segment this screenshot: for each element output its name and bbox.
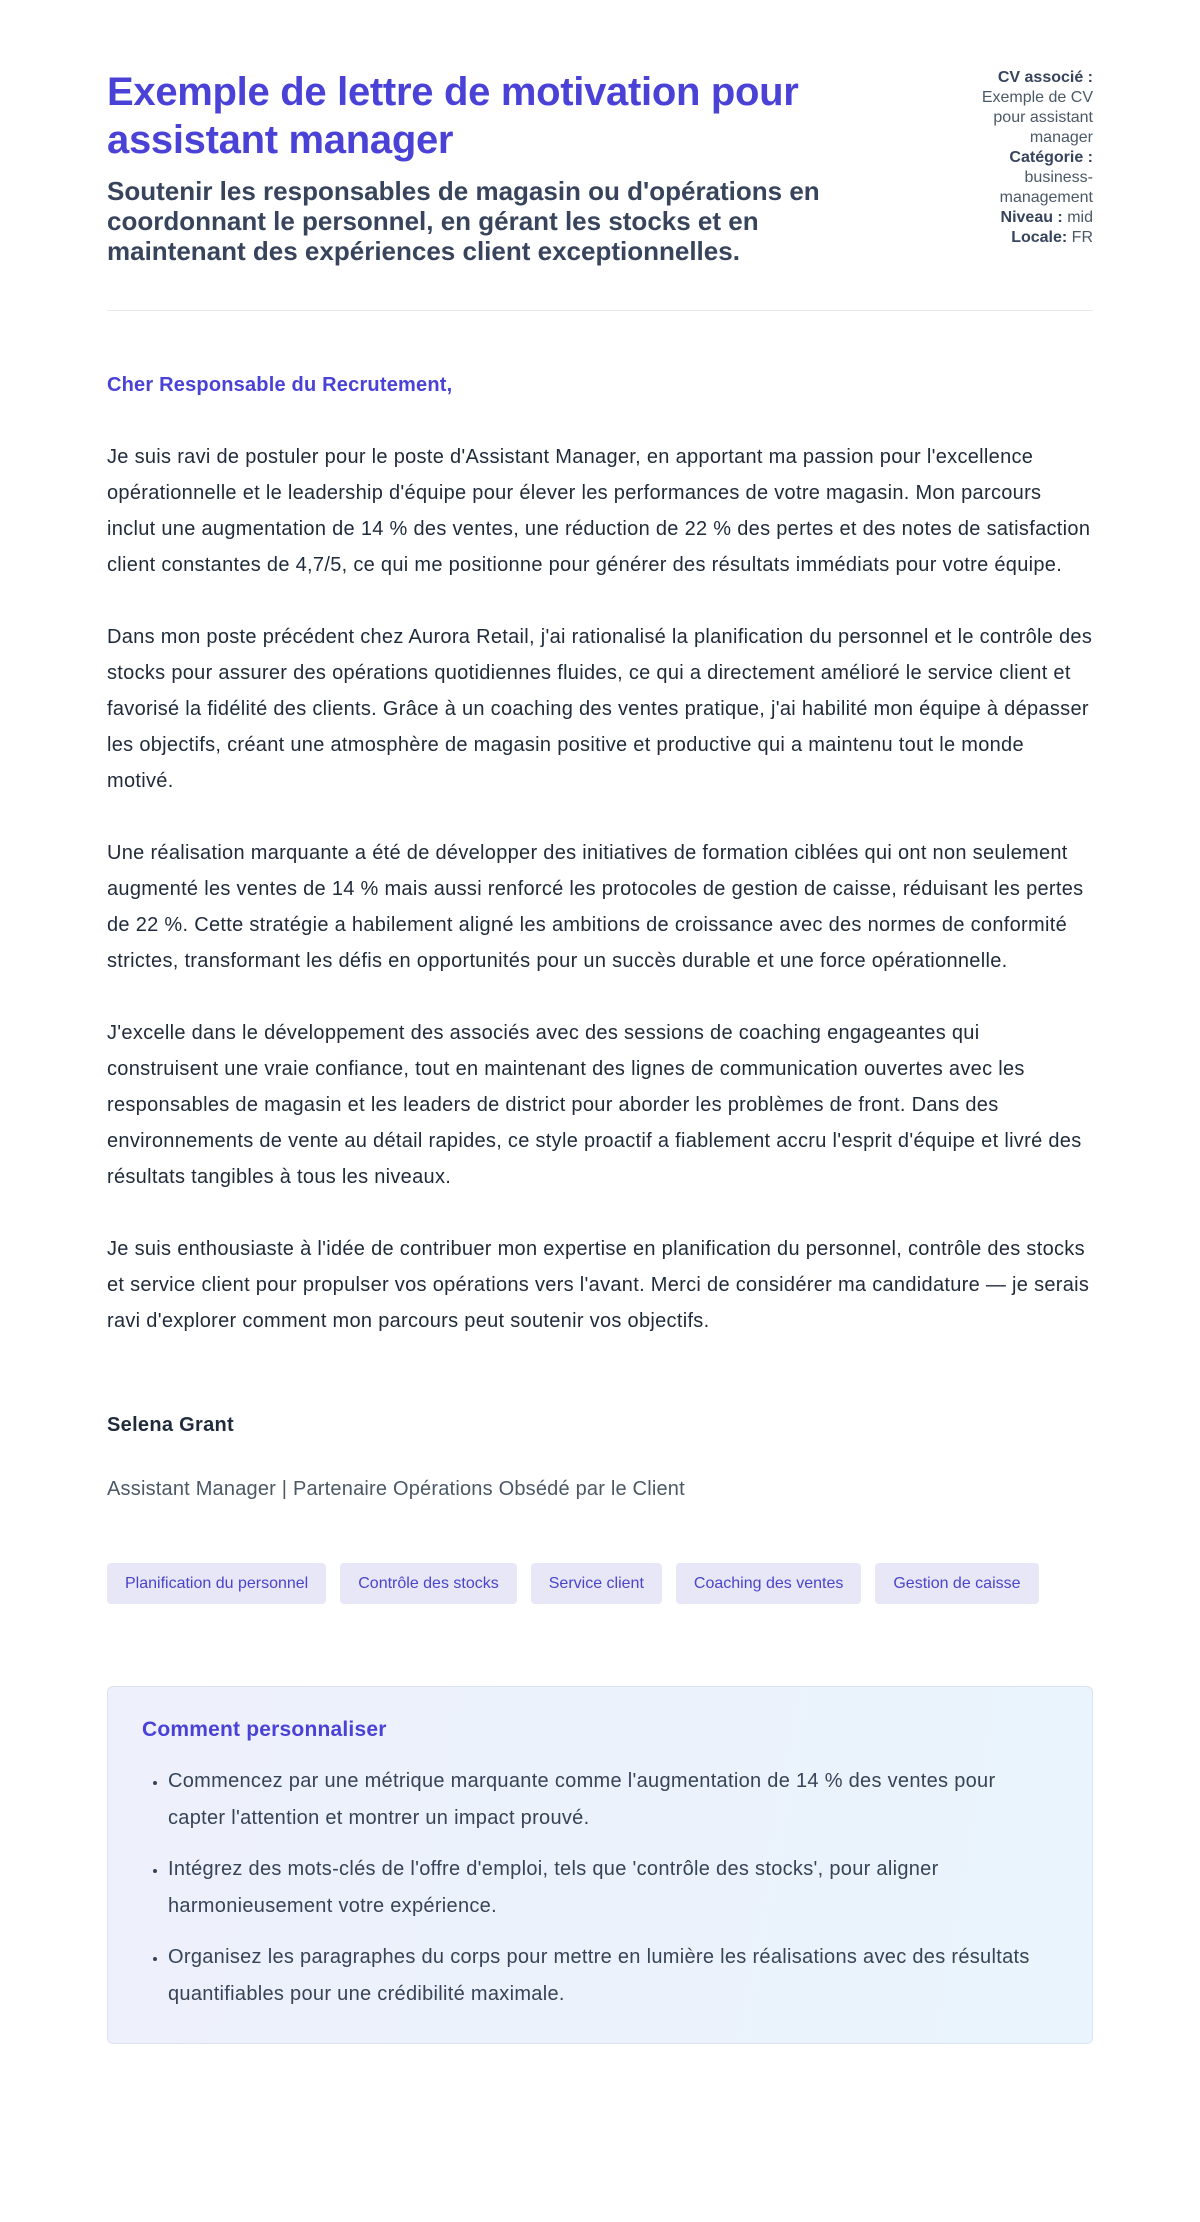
tips-box — [107, 1686, 1093, 2044]
signature-role: Assistant Manager | Partenaire Opérations Obsédé par le Client — [107, 1478, 685, 1500]
signature-block — [107, 1411, 1093, 1503]
letter-paragraph: Dans mon poste précédent chez Aurora Retail, j'ai rationalisé la planification du personnel et le contrôle des stocks pour assurer des opérations quotidiennes fluides, ce qui a directement amélioré le service client et favorisé la fidélité des clients. Grâce à un coaching des ventes pratique, j'ai habilité mon équipe à dépasser les objectifs, créant une atmosphère de magasin positive et productive qui a maintenu tout le monde motivé. — [107, 626, 1093, 792]
meta-label: Locale: — [1011, 229, 1068, 246]
tips-list — [142, 1763, 1058, 2013]
tag-chip: Contrôle des stocks — [340, 1563, 517, 1604]
page-title: Exemple de lettre de motivation pour assistant manager — [107, 70, 799, 162]
meta-item-level — [953, 208, 1093, 228]
meta-label: Catégorie : — [1009, 149, 1093, 166]
letter-paragraph: Une réalisation marquante a été de développer des initiatives de formation ciblées qui ont non seulement augmenté les ventes de 14 % mais aussi renforcé les protocoles de gestion de caisse, réduisant les pertes de 22 %. Cette stratégie a habilement aligné les ambitions de croissance avec des normes de conformité strictes, transformant les défis en opportunités pour un succès durable et une force opérationnelle. — [107, 842, 1084, 972]
meta-item-locale — [953, 228, 1093, 248]
meta-label: Niveau : — [1000, 209, 1063, 226]
meta-value: business-management — [999, 169, 1093, 206]
letter-paragraph: Je suis enthousiaste à l'idée de contribuer mon expertise en planification du personnel, contrôle des stocks et service client pour propulser vos opérations vers l'avant. Merci de considérer ma candidature — je serais ravi d'explorer comment mon parcours peut soutenir vos objectifs. — [107, 1238, 1090, 1332]
tip-item: • Commencez par une métrique marquante comme l'augmentation de 14 % des ventes pour capter l'attention et montrer un impact prouvé. — [168, 1763, 1058, 1837]
signature-name: Selena Grant — [107, 1414, 234, 1436]
meta-panel — [953, 68, 1093, 248]
tag-list — [107, 1563, 1093, 1604]
tip-item: • Organisez les paragraphes du corps pour mettre en lumière les réalisations avec des résultats quantifiables pour une crédibilité maximale. — [168, 1939, 1058, 2013]
letter-body — [107, 367, 1093, 1503]
tag-chip: Coaching des ventes — [676, 1563, 861, 1604]
meta-value: FR — [1071, 229, 1093, 246]
tag-chip: Service client — [531, 1563, 662, 1604]
meta-item-category — [953, 148, 1093, 208]
letter-paragraph: Je suis ravi de postuler pour le poste d'Assistant Manager, en apportant ma passion pour l'excellence opérationnelle et le leadership d'équipe pour élever les performances de votre magasin. Mon parcours inclut une augmentation de 14 % des ventes, une réduction de 22 % des pertes et des notes de satisfaction client constantes de 4,7/5, ce qui me positionne pour générer des résultats immédiats pour votre équipe. — [107, 446, 1091, 576]
tag-chip: Gestion de caisse — [875, 1563, 1038, 1604]
page-header — [107, 68, 1093, 266]
tip-item: • Intégrez des mots-clés de l'offre d'emploi, tels que 'contrôle des stocks', pour aligner harmonieusement votre expérience. — [168, 1851, 1058, 1925]
letter-greeting: Cher Responsable du Recrutement, — [107, 374, 453, 396]
letter-paragraph: J'excelle dans le développement des associés avec des sessions de coaching engageantes qui construisent une vraie confiance, tout en maintenant des lignes de communication ouvertes avec les responsables de magasin et les leaders de district pour aborder les problèmes de front. Dans des environnements de vente au détail rapides, ce style proactif a fiablement accru l'esprit d'équipe et livré des résultats tangibles à tous les niveaux. — [107, 1022, 1082, 1188]
page-subtitle: Soutenir les responsables de magasin ou d'opérations en coordonnant le personnel, en gérant les stocks et en maintenant des expériences client exceptionnelles. — [107, 176, 820, 266]
header-divider — [107, 310, 1093, 311]
tag-chip: Planification du personnel — [107, 1563, 326, 1604]
meta-value: Exemple de CV pour assistant manager — [981, 89, 1093, 146]
meta-item-cv — [953, 68, 1093, 148]
header-title-block — [107, 68, 827, 266]
tips-title: Comment personnaliser — [142, 1718, 387, 1741]
meta-label: CV associé : — [997, 69, 1093, 86]
meta-value: mid — [1067, 209, 1093, 226]
